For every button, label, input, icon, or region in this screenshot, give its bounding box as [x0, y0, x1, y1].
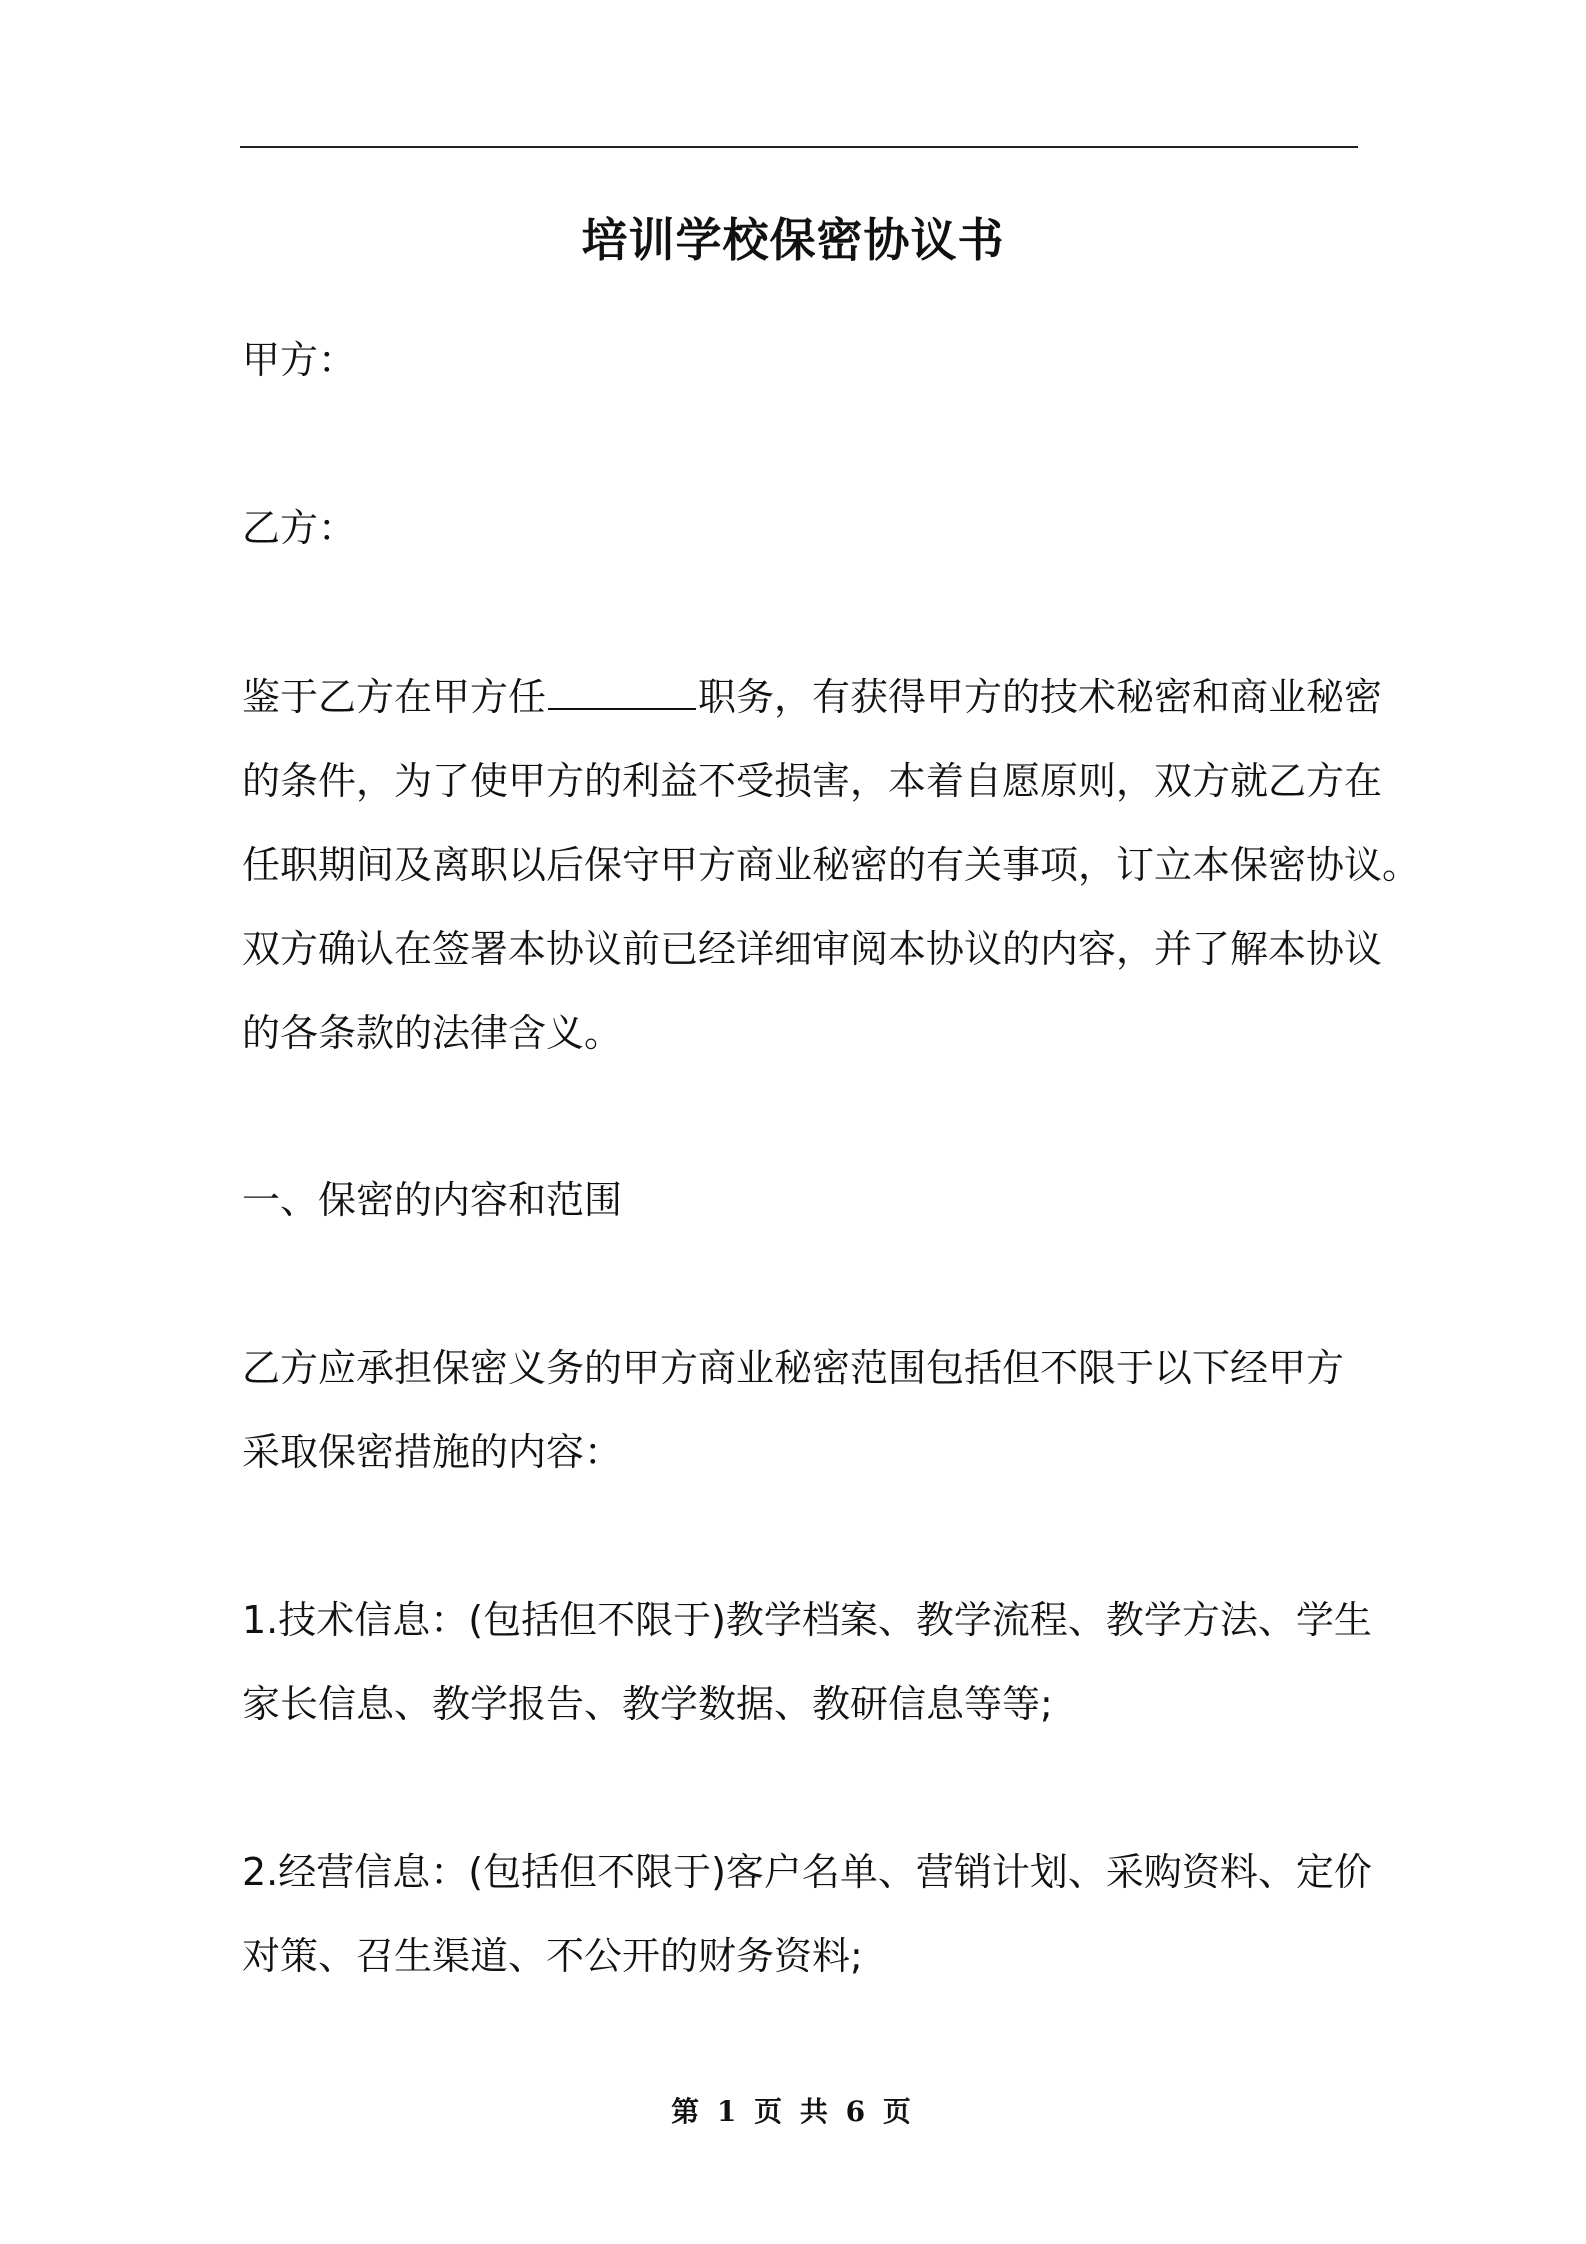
preamble-line-1-start: 鉴于乙方在甲方任: [242, 675, 547, 719]
scope-line-1: 乙方应承担保密义务的甲方商业秘密范围包括但不限于以下经甲方: [242, 1346, 1345, 1390]
item-1-line-2: 家长信息、教学报告、教学数据、教研信息等等;: [242, 1682, 1053, 1726]
section-1-heading: 一、保密的内容和范围: [242, 1178, 623, 1222]
position-blank-field: [548, 668, 696, 710]
item-1-line-1: 1.技术信息：(包括但不限于)教学档案、教学流程、教学方法、学生: [242, 1598, 1372, 1642]
document-title: 培训学校保密协议书: [581, 213, 1005, 267]
preamble-line-4: 双方确认在签署本协议前已经详细审阅本协议的内容，并了解本协议: [242, 927, 1383, 971]
preamble-line-1-end: 职务，有获得甲方的技术秘密和商业秘密: [698, 675, 1383, 719]
preamble-line-1: [242, 655, 1383, 739]
page-number-footer: 第 1 页 共 6 页: [671, 2095, 915, 2128]
header-rule: [240, 146, 1358, 148]
preamble-line-3: 任职期间及离职以后保守甲方商业秘密的有关事项，订立本保密协议。: [242, 843, 1421, 887]
preamble-line-2: 的条件，为了使甲方的利益不受损害，本着自愿原则，双方就乙方在: [242, 759, 1383, 803]
party-a-label: 甲方：: [242, 338, 357, 382]
scope-line-2: 采取保密措施的内容：: [242, 1430, 623, 1474]
party-b-label: 乙方：: [242, 506, 357, 550]
item-2-line-2: 对策、召生渠道、不公开的财务资料;: [242, 1934, 863, 1978]
item-2-line-1: 2.经营信息：(包括但不限于)客户名单、营销计划、采购资料、定价: [242, 1850, 1372, 1894]
preamble-line-5: 的各条款的法律含义。: [242, 1011, 623, 1055]
